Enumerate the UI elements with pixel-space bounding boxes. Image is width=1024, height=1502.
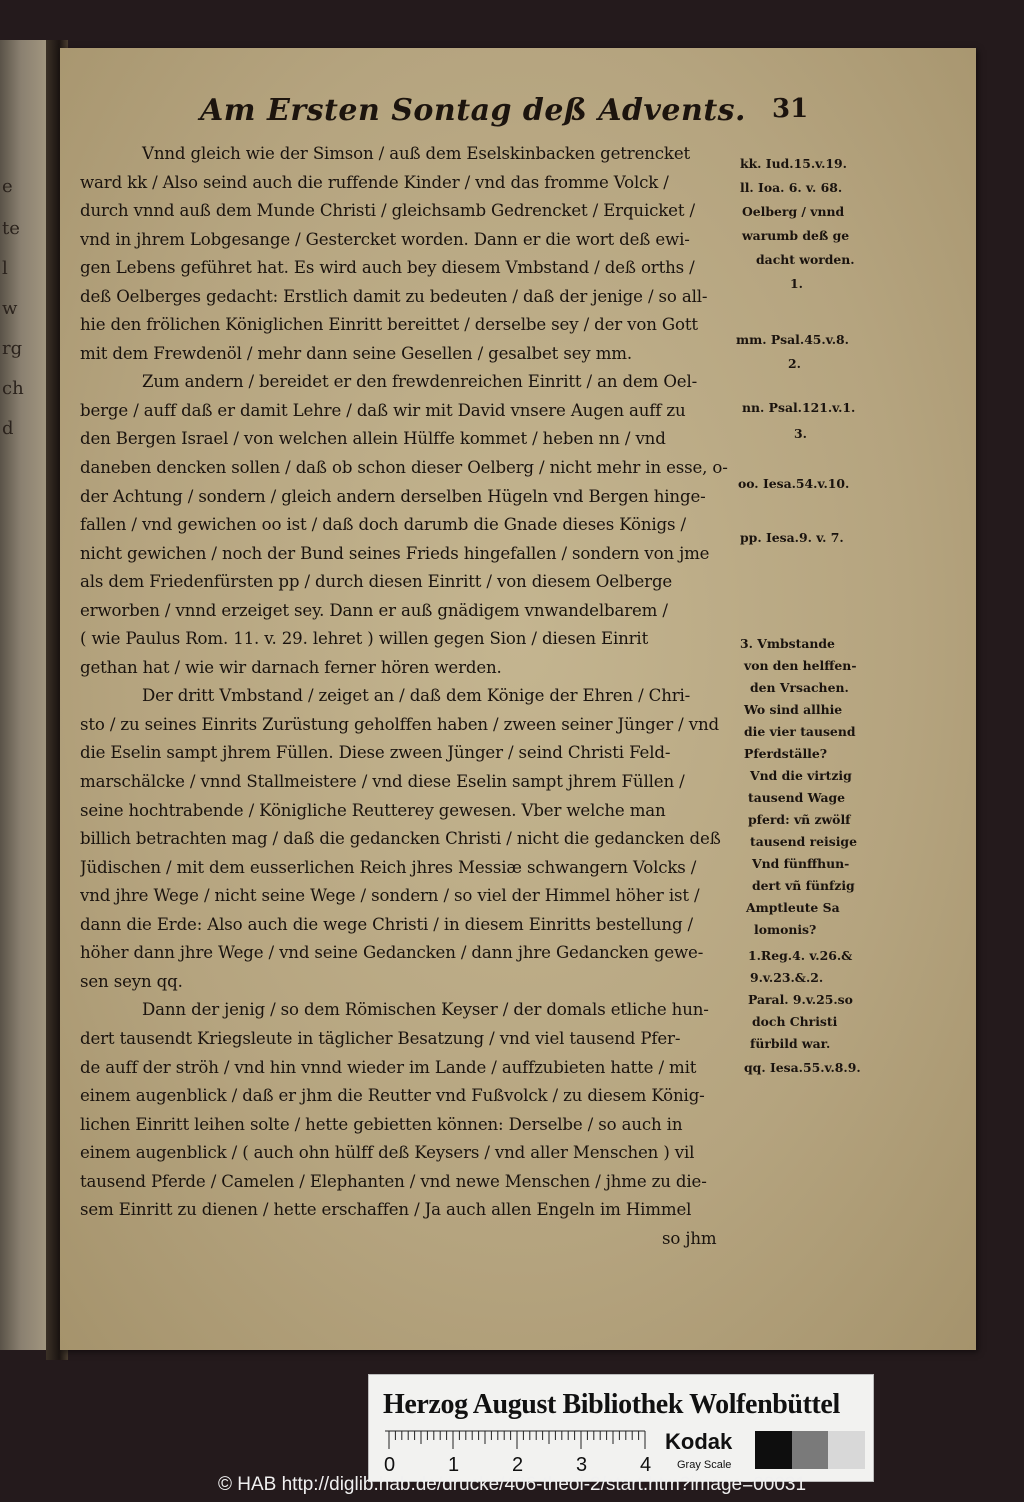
margin-note: Amptleute Sa xyxy=(746,900,840,915)
text-line: daneben dencken sollen / daß ob schon dieser Oelberg / nicht mehr in esse, o- xyxy=(80,458,728,478)
margin-note: doch Christi xyxy=(752,1014,838,1029)
text-line: hie den frölichen Königlichen Einritt bereittet / derselbe sey / der von Gott xyxy=(80,315,698,335)
text-line: sen seyn qq. xyxy=(80,971,183,991)
library-label-card xyxy=(368,1374,874,1482)
margin-note: warumb deß ge xyxy=(742,228,850,243)
text-line: ( wie Paulus Rom. 11. v. 29. lehret ) willen gegen Sion / diesen Einrit xyxy=(80,629,649,649)
margin-note: pp. Iesa.9. v. 7. xyxy=(740,530,844,545)
margin-note: Paral. 9.v.25.so xyxy=(748,992,853,1007)
left-page-fragment: rg xyxy=(2,338,23,359)
gray-swatch xyxy=(792,1431,829,1469)
text-line: de auff der ströh / vnd hin vnnd wieder im Lande / auffzubieten hatte / mit xyxy=(80,1057,697,1077)
margin-note: ll. Ioa. 6. v. 68. xyxy=(740,180,843,195)
margin-note: Pferdställe? xyxy=(744,746,828,761)
left-page-fragment: ch xyxy=(2,378,24,399)
margin-note: pferd: vñ zwölf xyxy=(748,812,851,827)
text-line: deß Oelberges gedacht: Erstlich damit zu bedeuten / daß der jenige / so all- xyxy=(80,286,708,306)
body-text xyxy=(80,140,744,1253)
text-line: fallen / vnd gewichen oo ist / daß doch darumb die Gnade dieses Königs / xyxy=(80,515,686,535)
gray-swatch xyxy=(755,1431,792,1469)
left-page-fragment: d xyxy=(2,418,14,439)
text-line: dert tausendt Kriegsleute in täglicher Besatzung / vnd viel tausend Pfer- xyxy=(80,1028,681,1048)
margin-note: nn. Psal.121.v.1. xyxy=(742,400,856,415)
left-page-fragment: l xyxy=(2,258,8,279)
text-line: durch vnnd auß dem Munde Christi / gleichsamb Gedrencket / Erquicket / xyxy=(80,201,695,221)
library-name: Herzog August Bibliothek Wolfenbüttel xyxy=(383,1389,840,1420)
text-line: die Eselin sampt jhrem Füllen. Diese zween Jünger / seind Christi Feld- xyxy=(80,743,671,763)
text-line: dann die Erde: Also auch die wege Christi / in diesem Einritts bestellung / xyxy=(80,914,693,934)
text-line: Zum andern / bereidet er den frewdenreichen Einritt / an dem Oel- xyxy=(142,372,698,392)
margin-note: Vnd fünffhun- xyxy=(752,856,850,871)
margin-note: tausend Wage xyxy=(748,790,846,805)
left-page-fragment: w xyxy=(2,298,18,319)
text-line: Jüdischen / mit dem eusserlichen Reich jhres Messiæ schwangern Volcks / xyxy=(80,857,697,877)
margin-note: dacht worden. xyxy=(756,252,855,267)
margin-note: oo. Iesa.54.v.10. xyxy=(738,476,850,491)
margin-note: lomonis? xyxy=(754,922,817,937)
kodak-logo: Kodak xyxy=(665,1429,733,1454)
gray-swatches xyxy=(755,1431,865,1469)
text-line: ward kk / Also seind auch die ruffende Kinder / vnd das fromme Volck / xyxy=(80,172,669,192)
margin-note: 3. xyxy=(794,426,807,441)
book-page xyxy=(60,48,976,1350)
text-line: so jhm xyxy=(662,1228,717,1248)
text-line: als dem Friedenfürsten pp / durch diesen Einritt / von diesem Oelberge xyxy=(80,572,673,592)
margin-note: qq. Iesa.55.v.8.9. xyxy=(744,1060,861,1075)
margin-note: fürbild war. xyxy=(750,1036,831,1051)
scale-ruler xyxy=(383,1429,657,1475)
text-line: vnd in jhrem Lobgesange / Gestercket worden. Dann er die wort deß ewi- xyxy=(80,229,690,249)
margin-note: 1.Reg.4. v.26.& xyxy=(748,948,853,963)
margin-note: tausend reisige xyxy=(750,834,857,849)
margin-note: 1. xyxy=(790,276,803,291)
margin-note: mm. Psal.45.v.8. xyxy=(736,332,849,347)
ruler-number: 2 xyxy=(512,1454,524,1475)
left-page-edge xyxy=(0,40,52,1350)
margin-note: 9.v.23.&.2. xyxy=(750,970,824,985)
text-line: gethan hat / wie wir darnach ferner hören werden. xyxy=(80,657,502,677)
left-page-fragment: e xyxy=(2,176,13,197)
text-line: vnd jhre Wege / nicht seine Wege / sondern / so viel der Himmel höher ist / xyxy=(80,886,700,906)
ruler-number: 0 xyxy=(384,1454,396,1475)
left-page-fragment: te xyxy=(2,218,20,239)
text-line: sto / zu seines Einrits Zurüstung geholffen haben / zween seiner Jünger / vnd xyxy=(80,714,719,734)
text-line: sem Einritt zu dienen / hette erschaffen / Ja auch allen Engeln im Himmel xyxy=(80,1200,692,1220)
margin-note: den Vrsachen. xyxy=(750,680,849,695)
text-line: Dann der jenig / so dem Römischen Keyser / der domals etliche hun- xyxy=(142,1000,709,1020)
text-line: Vnnd gleich wie der Simson / auß dem Eselskinbacken getrencket xyxy=(142,144,691,163)
text-line: billich betrachten mag / daß die gedancken Christi / nicht die gedancken deß xyxy=(80,829,721,849)
margin-note: 2. xyxy=(788,356,801,371)
text-line: einem augenblick / ( auch ohn hülff deß Keysers / vnd aller Menschen ) vil xyxy=(80,1143,695,1163)
text-line: mit dem Frewdenöl / mehr dann seine Gesellen / gesalbet sey mm. xyxy=(80,343,633,363)
margin-note: dert vñ fünfzig xyxy=(752,878,855,893)
text-line: gen Lebens geführet hat. Es wird auch bey diesem Vmbstand / deß orths / xyxy=(80,258,695,278)
text-line: der Achtung / sondern / gleich andern derselben Hügeln vnd Bergen hinge- xyxy=(80,486,706,506)
text-line: nicht gewichen / noch der Bund seines Frieds hingefallen / sondern von jme xyxy=(80,543,710,563)
running-header: Am Ersten Sontag deß Advents. xyxy=(200,93,747,128)
gray-swatch xyxy=(828,1431,865,1469)
copyright-footer: © HAB http://diglib.hab.de/drucke/406-theol-2/start.htm?image=00031 xyxy=(217,1474,807,1495)
text-line: marschälcke / vnnd Stallmeistere / vnd diese Eselin sampt jhrem Füllen / xyxy=(80,772,685,792)
gray-scale-label: Gray Scale xyxy=(677,1459,732,1471)
ruler-number: 4 xyxy=(640,1454,652,1475)
margin-note: Vnd die virtzig xyxy=(750,768,852,783)
text-line: tausend Pferde / Camelen / Elephanten / vnd newe Menschen / jhme zu die- xyxy=(80,1171,707,1191)
margin-note: die vier tausend xyxy=(744,724,856,739)
ruler-number: 3 xyxy=(576,1454,588,1475)
text-line: seine hochtrabende / Königliche Reutterey gewesen. Vber welche man xyxy=(80,800,666,820)
page-number: 31 xyxy=(772,94,809,124)
text-line: lichen Einritt leihen solte / hette gebietten können: Derselbe / so auch in xyxy=(80,1114,683,1134)
margin-note: 3. Vmbstande xyxy=(740,636,835,651)
text-line: Der dritt Vmbstand / zeiget an / daß dem Könige der Ehren / Chri- xyxy=(142,686,691,706)
text-line: den Bergen Israel / von welchen allein Hülffe kommet / heben nn / vnd xyxy=(80,429,666,449)
ruler-number: 1 xyxy=(448,1454,460,1475)
margin-note: kk. Iud.15.v.19. xyxy=(740,156,847,171)
text-line: berge / auff daß er damit Lehre / daß wir mit David vnsere Augen auff zu xyxy=(80,400,686,420)
margin-note: von den helffen- xyxy=(744,658,857,673)
text-line: höher dann jhre Wege / vnd seine Gedancken / dann jhre Gedancken gewe- xyxy=(80,943,704,963)
text-line: einem augenblick / daß er jhm die Reutter vnd Fußvolck / zu diesem König- xyxy=(80,1086,705,1106)
margin-note: Oelberg / vnnd xyxy=(742,204,845,219)
text-line: erworben / vnnd erzeiget sey. Dann er auß gnädigem vnwandelbarem / xyxy=(80,600,668,620)
margin-note: Wo sind allhie xyxy=(744,702,843,717)
